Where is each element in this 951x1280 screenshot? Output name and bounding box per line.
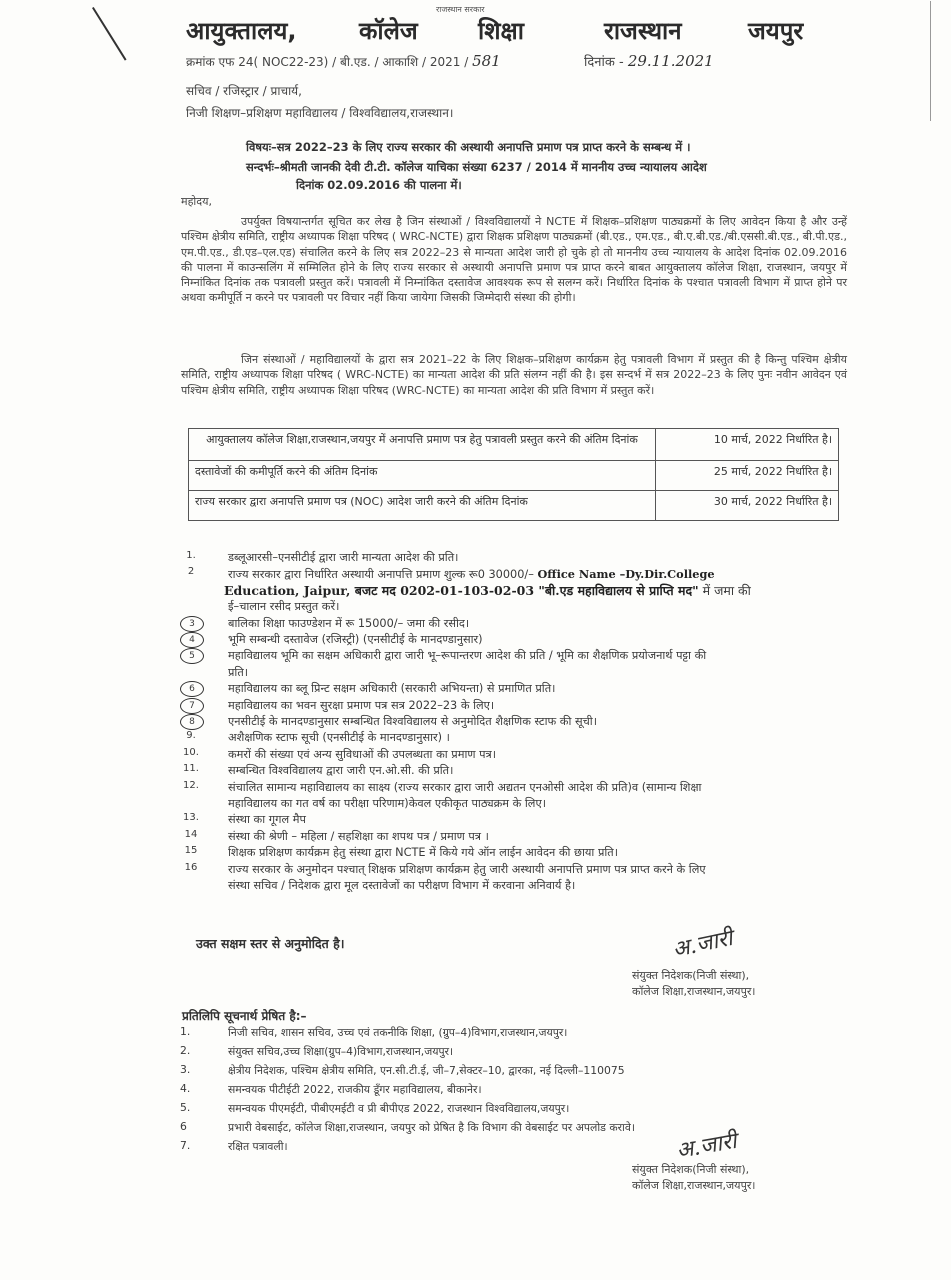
addressee-line1: सचिव / रजिस्ट्रार / प्राचार्य, (186, 84, 302, 98)
list-item-text: प्रति। (228, 665, 249, 679)
list-item-text: संचालित सामान्य महाविद्यालय का साक्ष्य (राज्य सरकार द्वारा जारी अद्यतन एनओसी आदेश की प्रति)व (सामान्य शिक्षा (228, 780, 702, 794)
list-item-bold-part: Education, Jaipur, बजट मद 0202-01-103-02-03 "बी.एड महाविद्यालय से प्राप्ति मद" (224, 582, 699, 598)
list-item-number: 5 (180, 648, 204, 664)
enclosure-list (180, 550, 840, 920)
schedule-task: राज्य सरकार द्वारा अनापत्ति प्रमाण पत्र (NOC) आदेश जारी करने की अंतिम दिनांक (189, 491, 656, 521)
cc-item-number: 7. (180, 1139, 191, 1152)
cc-item-text: संयुक्त सचिव,उच्च शिक्षा(ग्रुप–4)विभाग,राजस्थान,जयपुर। (228, 1045, 454, 1058)
header-college: कॉलेज (359, 17, 418, 45)
addressee-line2: निजी शिक्षण–प्रशिक्षण महाविद्यालय / विश्वविद्यालय,राजस्थान। (186, 106, 454, 120)
approval-note: उक्त सक्षम स्तर से अनुमोदित है। (196, 936, 345, 951)
signatory-2 (632, 1162, 755, 1194)
list-item-text-part: में जमा की (698, 582, 751, 598)
list-item-number: 16 (184, 861, 198, 873)
table-row (189, 429, 839, 461)
list-item-number: 6 (180, 681, 204, 697)
list-item-number: 4 (180, 632, 204, 648)
table-row (189, 461, 839, 491)
list-item-number: 1. (186, 550, 196, 561)
reference-number (186, 52, 501, 70)
list-item-bold-part: Office Name –Dy.Dir.College (537, 567, 715, 582)
cc-item-number: 4. (180, 1082, 191, 1095)
schedule-task: आयुक्तालय कॉलेज शिक्षा,राजस्थान,जयपुर में अनापत्ति प्रमाण पत्र हेतु पत्रावली प्रस्तुत करने की अंतिम दिनांक (189, 429, 656, 461)
cc-heading: प्रतिलिपि सूचनार्थ प्रेषित है:– (182, 1009, 307, 1023)
reference-date (584, 52, 714, 70)
signature-1: अ.जारी (670, 925, 735, 963)
list-item-text: संस्था की श्रेणी – महिला / सहशिक्षा का शपथ पत्र / प्रमाण पत्र । (228, 829, 489, 843)
cc-item-text: निजी सचिव, शासन सचिव, उच्च एवं तकनीकि शिक्षा, (ग्रुप–4)विभाग,राजस्थान,जयपुर। (228, 1026, 568, 1039)
header-education: शिक्षा (478, 17, 524, 45)
signatory-2-office: कॉलेज शिक्षा,राजस्थान,जयपुर। (632, 1179, 756, 1192)
page-edge-tab (930, 1, 951, 121)
list-item-text-part: राज्य सरकार द्वारा निर्धारित अस्थायी अनापत्ति प्रमाण शुल्क रू0 30000/– (228, 568, 538, 582)
list-item-text (224, 583, 836, 599)
list-item-number: 8 (180, 714, 204, 730)
list-item-text: महाविद्यालय भूमि का सक्षम अधिकारी द्वारा जारी भू–रूपान्तरण आदेश की प्रति / भूमि का शैक्षणिक प्रयोजनार्थ पट्टा की (228, 649, 707, 663)
list-item-text (228, 566, 840, 583)
subject-line1: विषयः–सत्र 2022–23 के लिए राज्य सरकार की अस्थायी अनापत्ति प्रमाण पत्र प्राप्त करने के सम्बन्ध में । (246, 140, 691, 154)
pen-slash-mark (92, 7, 127, 61)
list-item-number: 13. (183, 812, 199, 824)
schedule-date: 25 मार्च, 2022 निर्धारित है। (656, 461, 839, 491)
list-item-text: सम्बन्धित विश्वविद्यालय द्वारा जारी एन.ओ.सी. की प्रति। (228, 764, 454, 778)
list-item-text: राज्य सरकार के अनुमोदन पश्चात् शिक्षक प्रशिक्षण कार्यक्रम हेतु जारी अस्थायी अनापत्ति प्रमाण पत्र प्राप्त करने के लिए (228, 862, 706, 876)
reference-hand-number: 581 (472, 52, 501, 70)
cc-item-text: क्षेत्रीय निदेशक, पश्चिम क्षेत्रीय समिति, एन.सी.टी.ई, जी–7,सेक्टर–10, द्वारका, नई दिल्ली–110075 (228, 1064, 625, 1077)
date-hand: 29.11.2021 (627, 52, 714, 70)
list-item-text: महाविद्यालय का गत वर्ष का परीक्षा परिणाम)केवल एकीकृत पाठ्यक्रम के लिए। (228, 797, 546, 810)
list-item-text: महाविद्यालय का ब्लू प्रिन्ट सक्षम अधिकारी (सरकारी अभियन्ता) से प्रमाणित प्रति। (228, 682, 556, 696)
list-item-text: संस्था सचिव / निदेशक द्वारा मूल दस्तावेजों का परीक्षण विभाग में करवाना अनिवार्य है। (228, 879, 576, 892)
list-item-text: महाविद्यालय का भवन सुरक्षा प्रमाण पत्र सत्र 2022–23 के लिए। (228, 698, 495, 712)
list-item-text: संस्था का गूगल मैप (228, 813, 306, 827)
signatory-1-title: संयुक्त निदेशक(निजी संस्था), (632, 969, 750, 982)
date-label: दिनांक - (584, 55, 624, 70)
list-item-number: 11. (183, 763, 199, 775)
list-item-number: 3 (180, 616, 204, 632)
cc-item-number: 5. (180, 1101, 191, 1114)
table-row (189, 491, 839, 521)
header-state: राजस्थान (604, 17, 682, 45)
list-item-number: 14 (184, 828, 198, 840)
list-item-text: ई–चालान रसीद प्रस्तुत करें। (228, 600, 340, 614)
paragraph-2: जिन संस्थाओं / महाविद्यालयों के द्वारा सत्र 2021–22 के लिए शिक्षक–प्रशिक्षण कार्यक्रम हेतु पत्रावली विभाग में प्रस्तुत की है किन्तु पश्चिम क्षेत्रीय समिति, राष्ट्रीय अध्यापक शिक्षा परिषद ( WRC-NCTE) का मान्यता आदेश की प्रति संलग्न नहीं की है। इस सन्दर्भ में सत्र 2022–23 के लिए पुनः नवीन आवेदन एवं पश्चिम क्षेत्रीय समिति, राष्ट्रीय अध्यापक शिक्षा परिषद (WRC-NCTE) का मान्यता आदेश की प्रति विभाग में प्रस्तुत करें। (181, 353, 847, 397)
schedule-date: 10 मार्च, 2022 निर्धारित है। (656, 429, 839, 461)
list-item-number: 7 (180, 698, 204, 714)
cc-item-text: समन्वयक पीएमईटी, पीबीएमईटी व प्री बीपीएड 2022, राजस्थान विश्वविद्यालय,जयपुर। (228, 1102, 570, 1115)
cc-item-number: 1. (180, 1025, 191, 1038)
subject-line3: दिनांक 02.09.2016 की पालना में। (296, 178, 462, 192)
reference-prefix: क्रमांक एफ 24( NOC22-23) / बी.एड. / आकाशि / 2021 / (186, 55, 469, 69)
cc-item-text: प्रभारी वेबसाईट, कॉलेज शिक्षा,राजस्थान, जयपुर को प्रेषित है कि विभाग की वेबसाईट पर अपलोड करावे। (228, 1121, 635, 1134)
signature-2: अ.जारी (674, 1128, 739, 1165)
list-item-text: शिक्षक प्रशिक्षण कार्यक्रम हेतु संस्था द्वारा NCTE में किये गये ऑन लाईन आवेदन की छाया प्रति। (228, 846, 619, 860)
list-item-number: 9. (186, 730, 196, 742)
schedule-date: 30 मार्च, 2022 निर्धारित है। (656, 491, 839, 521)
list-item-number: 15 (184, 845, 198, 857)
paragraph-1: उपर्युक्त विषयान्तर्गत सूचित कर लेख है जिन संस्थाओं / विश्वविद्यालयों ने NCTE में शिक्षक–प्रशिक्षण पाठ्यक्रमों के लिए आवेदन किया है और उन्हें पश्चिम क्षेत्रीय समिति, राष्ट्रीय अध्यापक शिक्षा परिषद ( WRC-NCTE) द्वारा शिक्षक प्रशिक्षण पाठ्यक्रमों (बी.एड., एम.एड., बी.ए.बी.एड./बी.एससी.बी.एड., बी.पी.एड., एम.पी.एड., डी.एड–एल.एड) संचालित करने के लिए सत्र 2022–23 से मान्यता आदेश जारी हो चुके हो तो माननीय उच्च न्यायालय के आदेश दिनांक 02.09.2016 की पालना में काउन्सलिंग में सम्मिलित होने के लिए राज्य सरकार से अस्थायी अनापत्ति प्रमाण पत्र प्राप्त करने बाबत आयुक्तालय कॉलेज शिक्षा, राजस्थान, जयपुर में निम्नांकित दिनांक तक पत्रावली प्रस्तुत करें। पत्रावली में निम्नांकित दस्तावेज आवश्यक रूप से सलग्न करें। निर्धारित दिनांक के पश्चात पत्रावली विभाग में प्राप्त होने पर अथवा कमीपूर्ति न करने पर पत्रावली पर विचार नहीं किया जायेगा जिसकी जिम्मेदारी संस्था की होगी। (181, 215, 847, 305)
signatory-2-title: संयुक्त निदेशक(निजी संस्था), (632, 1163, 750, 1176)
list-item-text: अशैक्षणिक स्टाफ सूची (एनसीटीई के मानदण्डानुसार) । (228, 731, 450, 745)
cc-item-number: 2. (180, 1044, 191, 1057)
top-stamp: राजस्थान सरकार (436, 5, 485, 14)
list-item-text: भूमि सम्बन्धी दस्तावेज (रजिस्ट्री) (एनसीटीई के मानदण्डानुसार) (228, 633, 483, 646)
subject-line2: सन्दर्भः–श्रीमती जानकी देवी टी.टी. कॉलेज याचिका संख्या 6237 / 2014 में माननीय उच्च न्यायालय आदेश (246, 160, 707, 174)
schedule-task: दस्तावेजों की कमीपूर्ति करने की अंतिम दिनांक (189, 461, 656, 491)
list-item-text: बालिका शिक्षा फाउण्डेशन में रू 15000/– जमा की रसीद। (228, 616, 470, 630)
cc-item-number: 3. (180, 1063, 191, 1076)
cc-item-text: रक्षित पत्रावली। (228, 1140, 288, 1153)
signatory-1 (632, 968, 755, 1000)
signatory-1-office: कॉलेज शिक्षा,राजस्थान,जयपुर। (632, 985, 756, 998)
cc-item-text: समन्वयक पीटीईटी 2022, राजकीय डूँगर महाविद्यालय, बीकानेर। (228, 1083, 482, 1096)
list-item-number: 12. (183, 779, 199, 791)
salutation: महोदय, (181, 195, 212, 208)
list-item-number: 2 (187, 566, 195, 578)
list-item-text: एनसीटीई के मानदण्डानुसार सम्बन्धित विश्वविद्यालय से अनुमोदित शैक्षणिक स्टाफ की सूची। (228, 715, 598, 728)
cc-item-number: 6 (180, 1120, 187, 1133)
list-item-text: कमरों की संख्या एवं अन्य सुविधाओं की उपलब्धता का प्रमाण पत्र। (228, 747, 497, 761)
schedule-table (188, 428, 839, 521)
header-city: जयपुर (748, 17, 804, 45)
list-item-number: 10. (183, 746, 199, 758)
header-office: आयुक्तालय, (186, 17, 297, 45)
list-item-text: डब्लूआरसी–एनसीटीई द्वारा जारी मान्यता आदेश की प्रति। (228, 551, 459, 564)
